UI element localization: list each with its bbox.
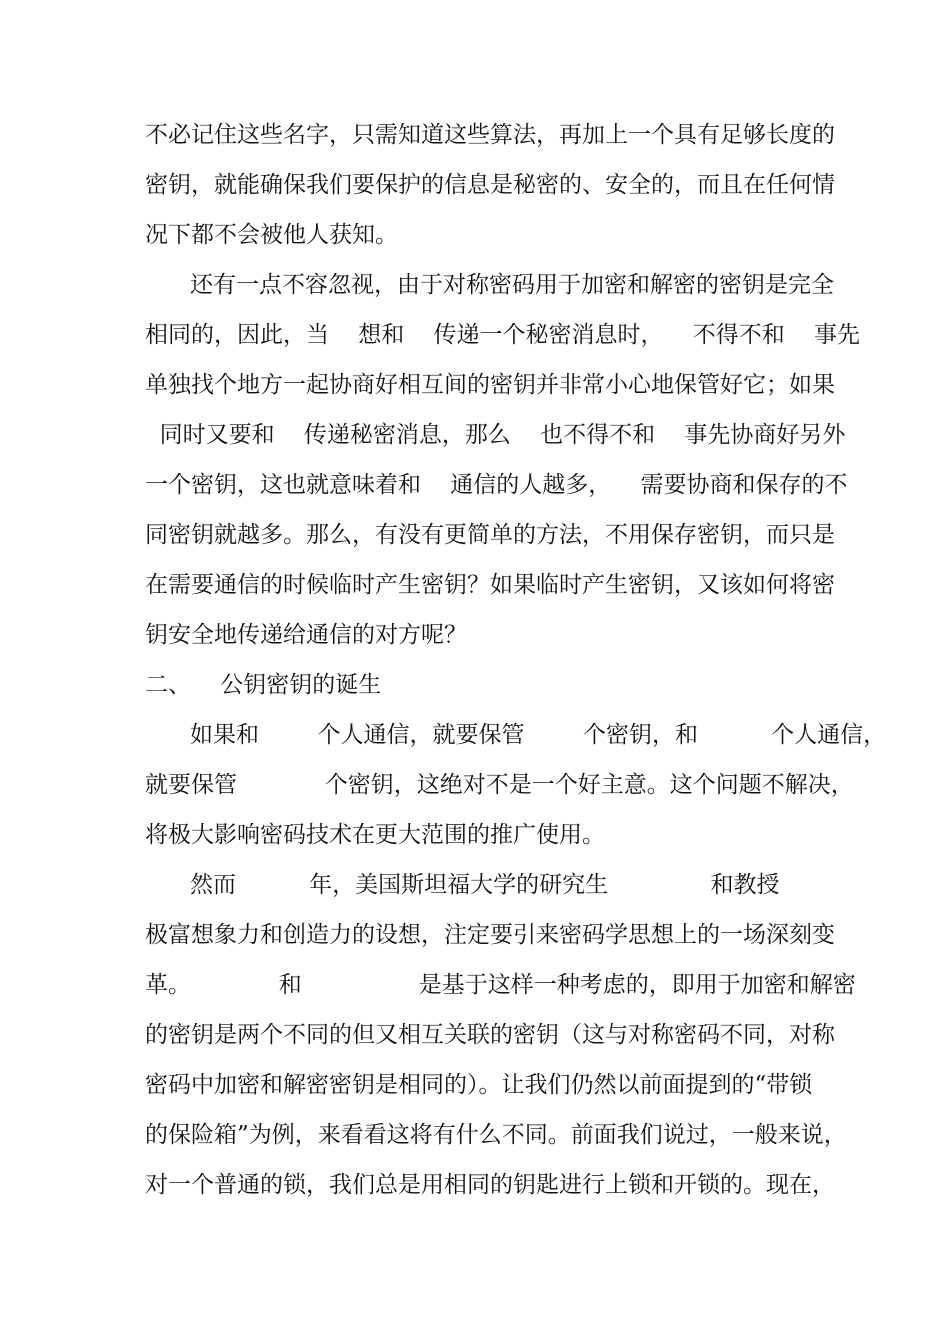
text-line: 钥安全地传递给通信的对方呢？ [145, 622, 467, 648]
text-line: 同密钥就越多。那么，有没有更简单的方法，不用保存密钥，而只是 [145, 522, 835, 548]
text-line: 密钥，就能确保我们要保护的信息是秘密的、安全的，而且在任何情 [145, 172, 835, 198]
section-heading: 二、 公钥密钥的诞生 [145, 672, 382, 698]
paragraph-start-line: 如果和 个人通信，就要保管 个密钥，和 个人通信， [190, 722, 887, 748]
text-line: 一个密钥，这也就意味着和 通信的人越多， 需要协商和保存的不 [145, 472, 848, 498]
text-line: 的密钥是两个不同的但又相互关联的密钥（这与对称密码不同，对称 [145, 1022, 835, 1048]
text-line: 单独找个地方一起协商好相互间的密钥并非常小心地保管好它；如果 [145, 372, 835, 398]
text-line: 极富想象力和创造力的设想，注定要引来密码学思想上的一场深刻变 [145, 922, 835, 948]
text-line: 将极大影响密码技术在更大范围的推广使用。 [145, 822, 605, 848]
text-line: 况下都不会被他人获知。 [145, 222, 398, 248]
paragraph-start-line: 还有一点不容忽视，由于对称密码用于加密和解密的密钥是完全 [190, 272, 834, 298]
text-line: 同时又要和 传递秘密消息，那么 也不得不和 事先协商好另外 [145, 422, 846, 448]
text-line: 的保险箱”为例，来看看这将有什么不同。前面我们说过，一般来说， [145, 1122, 847, 1148]
text-line: 就要保管 个密钥，这绝对不是一个好主意。这个问题不解决， [145, 772, 854, 798]
text-line: 相同的，因此，当 想和 传递一个秘密消息时， 不得不和 事先 [145, 322, 860, 348]
text-line: 革。 和 是基于这样一种考虑的，即用于加密和解密 [145, 972, 856, 998]
text-line: 不必记住这些名字，只需知道这些算法，再加上一个具有足够长度的 [145, 122, 835, 148]
text-line: 密码中加密和解密密钥是相同的）。让我们仍然以前面提到的“带锁 [145, 1072, 813, 1098]
text-line: 对一个普通的锁，我们总是用相同的钥匙进行上锁和开锁的。现在， [145, 1172, 835, 1198]
text-line: 在需要通信的时候临时产生密钥？如果临时产生密钥，又该如何将密 [145, 572, 835, 598]
paragraph-start-line: 然而 年，美国斯坦福大学的研究生 和教授 [190, 872, 780, 898]
